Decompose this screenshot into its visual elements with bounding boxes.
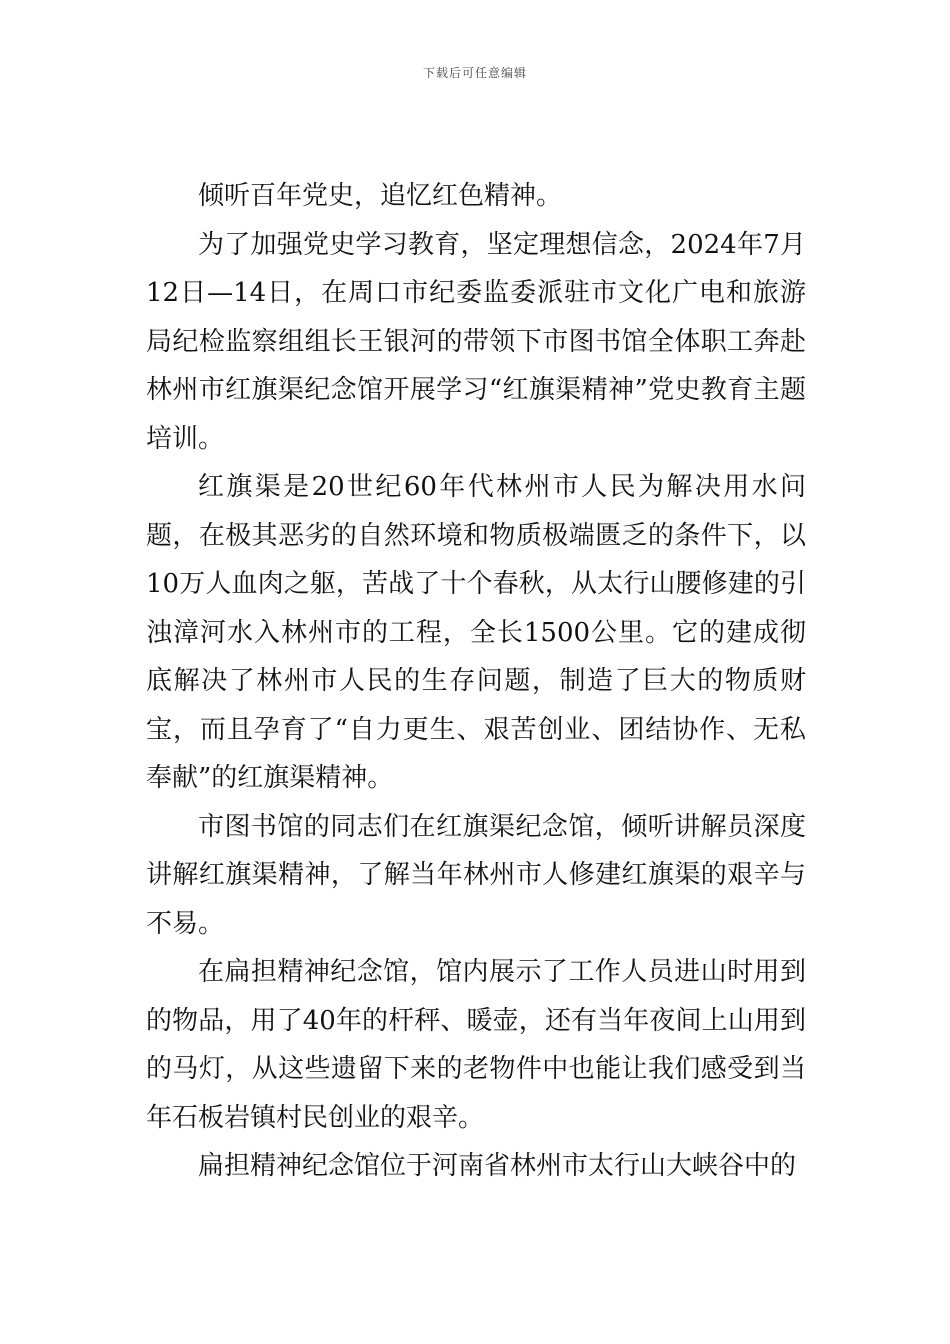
header-note: 下载后可任意编辑 — [422, 66, 527, 80]
paragraph: 扁担精神纪念馆位于河南省林州市太行山大峡谷中的 — [198, 1151, 797, 1181]
paragraph: 市图书馆的同志们在红旗渠纪念馆，倾听讲解员深度讲解红旗渠精神，了解当年林州市人修建红旗渠的艰辛与不易。 — [146, 811, 806, 939]
paragraph: 倾听百年党史，追忆红色精神。 — [198, 181, 563, 211]
document-body — [146, 172, 806, 1191]
paragraph: 为了加强党史学习教育，坚定理想信念，2024年7月12日—14日，在周口市纪委监委派驻市文化广电和旅游局纪检监察组组长王银河的带领下市图书馆全体职工奔赴林州市红旗渠纪念馆开展学习“红旗渠精神”党史教育主题培训。 — [146, 229, 806, 454]
paragraph: 红旗渠是20世纪60年代林州市人民为解决用水问题，在极其恶劣的自然环境和物质极端匮乏的条件下，以10万人血肉之躯，苦战了十个春秋，从太行山腰修建的引浊漳河水入林州市的工程，全长1500公里。它的建成彻底解决了林州市人民的生存问题，制造了巨大的物质财宝，而且孕育了“自力更生、艰苦创业、团结协作、无私奉献”的红旗渠精神。 — [146, 472, 806, 793]
paragraph: 在扁担精神纪念馆，馆内展示了工作人员进山时用到的物品，用了40年的杆秤、暖壶，还有当年夜间上山用到的马灯，从这些遗留下来的老物件中也能让我们感受到当年石板岩镇村民创业的艰辛。 — [146, 957, 806, 1133]
